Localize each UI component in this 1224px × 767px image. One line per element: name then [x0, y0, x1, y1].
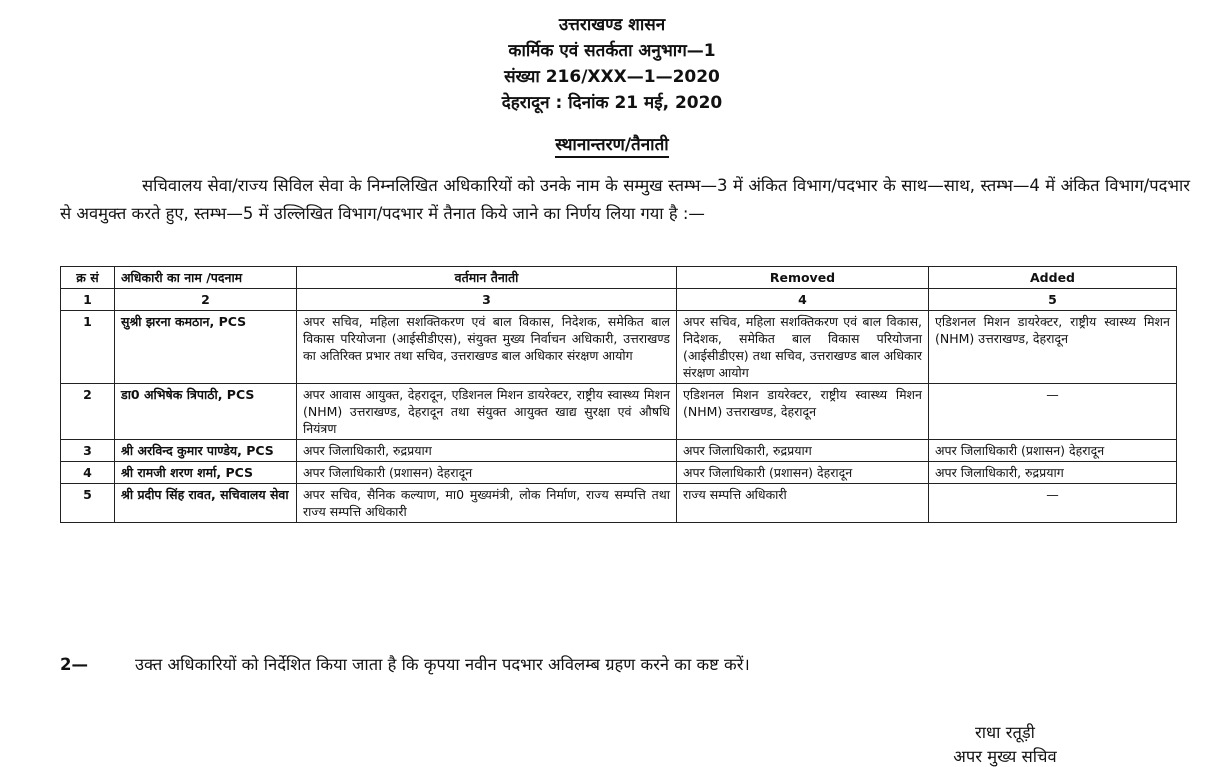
order-date: देहरादून : दिनांक 21 मई, 2020 — [501, 93, 723, 113]
order-number: संख्या 216/XXX—1—2020 — [504, 67, 720, 87]
added-cell: — — [929, 384, 1177, 440]
instruction-paragraph — [60, 652, 1190, 678]
table-row — [61, 484, 1177, 523]
column-number-row — [61, 289, 1177, 311]
department-title: उत्तराखण्ड शासन — [558, 15, 666, 35]
removed-cell: एडिशनल मिशन डायरेक्टर, राष्ट्रीय स्वास्थ्य मिशन (NHM) उत्तराखण्ड, देहरादून — [677, 384, 929, 440]
serial-cell: 4 — [61, 462, 115, 484]
paragraph-number: 2— — [60, 655, 88, 674]
header-added: Added — [929, 267, 1177, 289]
table-row — [61, 440, 1177, 462]
signatory-name: राधा रतूड़ी — [975, 723, 1035, 742]
serial-cell: 3 — [61, 440, 115, 462]
added-cell: अपर जिलाधिकारी (प्रशासन) देहरादून — [929, 440, 1177, 462]
table-row — [61, 311, 1177, 384]
current-posting-cell: अपर जिलाधिकारी, रुद्रप्रयाग — [297, 440, 677, 462]
officer-cell: श्री प्रदीप सिंह रावत, सचिवालय सेवा — [115, 484, 297, 523]
table-row — [61, 384, 1177, 440]
instruction-text: उक्त अधिकारियों को निर्देशित किया जाता है कि कृपया नवीन पदभार अविलम्ब ग्रहण करने का कष्ट करें। — [135, 655, 750, 674]
removed-cell: अपर सचिव, महिला सशक्तिकरण एवं बाल विकास, निदेशक, समेकित बाल विकास परियोजना (आईसीडीएस) तथा सचिव, उत्तराखण्ड बाल अधिकार संरक्षण आयोग — [677, 311, 929, 384]
officer-cell: सुश्री झरना कमठान, PCS — [115, 311, 297, 384]
col-number: 3 — [297, 289, 677, 311]
removed-cell: अपर जिलाधिकारी, रुद्रप्रयाग — [677, 440, 929, 462]
signatory-designation: अपर मुख्य सचिव — [953, 747, 1057, 766]
officer-cell: श्री रामजी शरण शर्मा, PCS — [115, 462, 297, 484]
subject-heading — [0, 132, 1224, 155]
transfer-table — [60, 266, 1177, 523]
section-title: कार्मिक एवं सतर्कता अनुभाग—1 — [508, 41, 716, 61]
col-number: 5 — [929, 289, 1177, 311]
added-cell: अपर जिलाधिकारी, रुद्रप्रयाग — [929, 462, 1177, 484]
col-number: 1 — [61, 289, 115, 311]
subject-text: स्थानान्तरण/तैनाती — [555, 135, 668, 158]
header-serial: क्र सं — [61, 267, 115, 289]
header-officer: अधिकारी का नाम /पदनाम — [115, 267, 297, 289]
removed-cell: राज्य सम्पत्ति अधिकारी — [677, 484, 929, 523]
intro-paragraph: सचिवालय सेवा/राज्य सिविल सेवा के निम्नलिखित अधिकारियों को उनके नाम के सम्मुख स्तम्भ—3 में अंकित विभाग/पदभार के साथ—साथ, स्तम्भ—4 में अंकित विभाग/पदभार से अवमुक्त करते हुए, स्तम्भ—5 में उल्लिखित विभाग/पदभार में तैनात किये जाने का निर्णय लिया गया है :— — [60, 176, 1190, 223]
table-header-row — [61, 267, 1177, 289]
current-posting-cell: अपर आवास आयुक्त, देहरादून, एडिशनल मिशन डायरेक्टर, राष्ट्रीय स्वास्थ्य मिशन (NHM) उत्तराखण्ड, देहरादून तथा संयुक्त आयुक्त खाद्य सुरक्षा एवं औषधि नियंत्रण — [297, 384, 677, 440]
current-posting-cell: अपर सचिव, सैनिक कल्याण, मा0 मुख्यमंत्री, लोक निर्माण, राज्य सम्पत्ति तथा राज्य सम्पत्ति अधिकारी — [297, 484, 677, 523]
serial-cell: 5 — [61, 484, 115, 523]
col-number: 2 — [115, 289, 297, 311]
removed-cell: अपर जिलाधिकारी (प्रशासन) देहरादून — [677, 462, 929, 484]
officer-cell: डा0 अभिषेक त्रिपाठी, PCS — [115, 384, 297, 440]
current-posting-cell: अपर जिलाधिकारी (प्रशासन) देहरादून — [297, 462, 677, 484]
added-cell: एडिशनल मिशन डायरेक्टर, राष्ट्रीय स्वास्थ्य मिशन (NHM) उत्तराखण्ड, देहरादून — [929, 311, 1177, 384]
header-removed: Removed — [677, 267, 929, 289]
current-posting-cell: अपर सचिव, महिला सशक्तिकरण एवं बाल विकास, निदेशक, समेकित बाल विकास परियोजना (आईसीडीएस), संयुक्त मुख्य निर्वाचन अधिकारी, उत्तराखण्ड का अतिरिक्त प्रभार तथा सचिव, उत्तराखण्ड बाल अधिकार संरक्षण आयोग — [297, 311, 677, 384]
added-cell: — — [929, 484, 1177, 523]
serial-cell: 1 — [61, 311, 115, 384]
table-row — [61, 462, 1177, 484]
officer-cell: श्री अरविन्द कुमार पाण्डेय, PCS — [115, 440, 297, 462]
serial-cell: 2 — [61, 384, 115, 440]
header-current-posting: वर्तमान तैनाती — [297, 267, 677, 289]
col-number: 4 — [677, 289, 929, 311]
